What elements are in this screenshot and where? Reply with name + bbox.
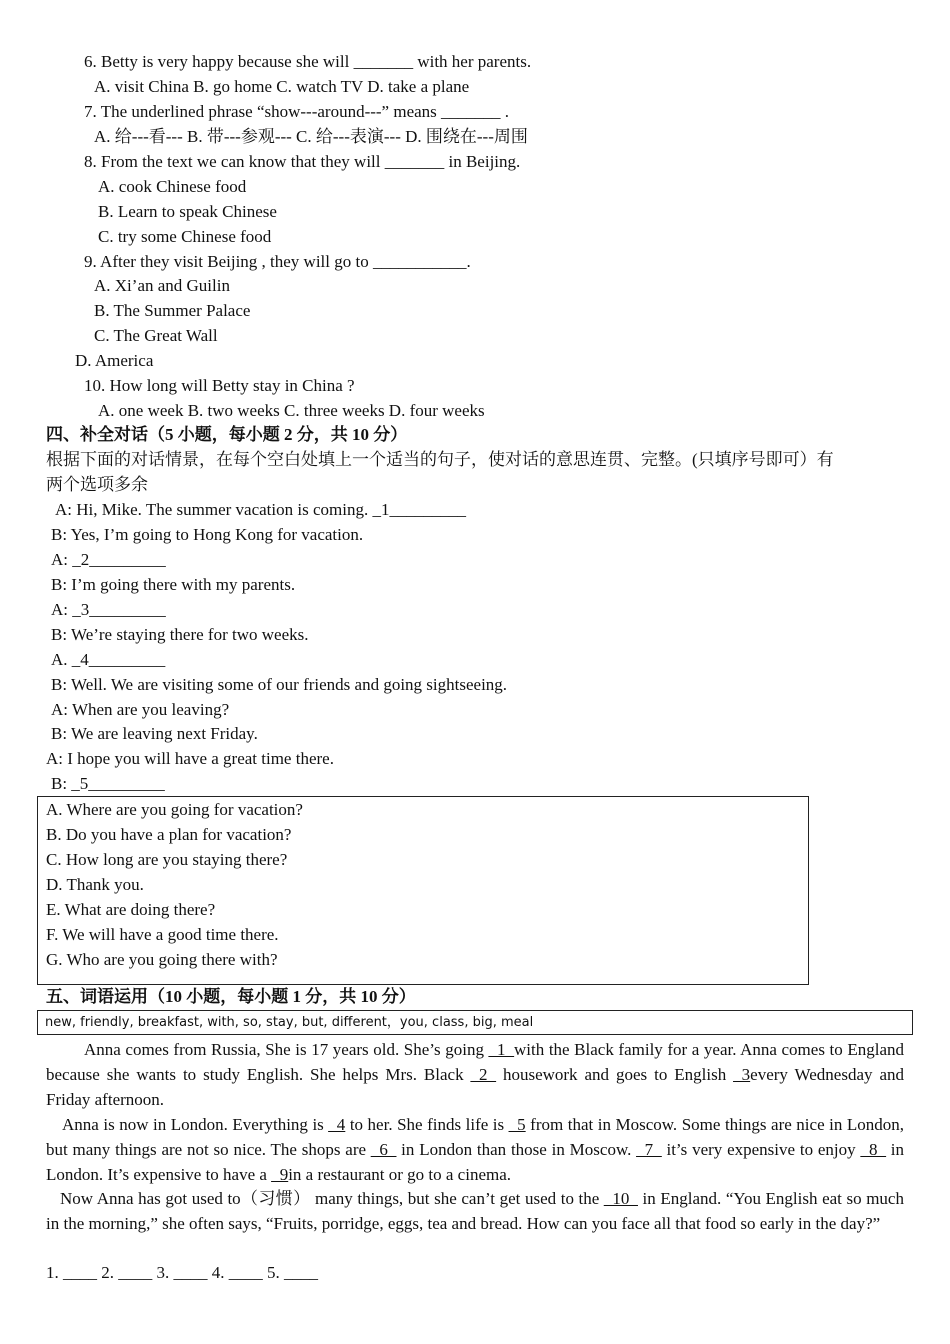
blank-2: _2_ xyxy=(470,1065,497,1084)
choice-item: E. What are doing there? xyxy=(46,900,216,919)
blank-4: _4 xyxy=(328,1115,346,1134)
passage-paragraph-2: Anna is now in London. Everything is _4 to her. She finds life is _5 from that in Moscow. Some things are nice in London, but many things are not so nice. The shops are _6_ in London than those in Moscow. _7_ it’s very expensive to enjoy _8_ in London. It’s expensive to have a _9in a restaurant or go to a cinema. xyxy=(46,1115,905,1184)
question-8: 8. From the text we can know that they will _______ in Beijing. xyxy=(84,152,521,171)
question-9-option-a: A. Xi’an and Guilin xyxy=(94,276,230,295)
choices-box xyxy=(37,796,809,985)
blank-3: _3 xyxy=(733,1065,751,1084)
dialogue-line: A: Hi, Mike. The summer vacation is coming. _1_________ xyxy=(55,500,466,519)
dialogue-line: A: I hope you will have a great time there. xyxy=(46,749,334,768)
blank-1: _1_ xyxy=(488,1040,515,1059)
question-8-option-c: C. try some Chinese food xyxy=(98,227,272,246)
question-10: 10. How long will Betty stay in China ? xyxy=(84,376,355,395)
dialogue-line: A. _4_________ xyxy=(51,650,166,669)
dialogue-line: B: I’m going there with my parents. xyxy=(51,575,296,594)
choice-item: B. Do you have a plan for vacation? xyxy=(46,825,292,844)
section4-instruction-2: 两个选项多余 xyxy=(46,475,148,494)
dialogue-line: A: When are you leaving? xyxy=(51,700,230,719)
passage-paragraph-3: Now Anna has got used to（习惯） many things, but she can’t get used to the _10_ in England. “You English eat so much in the morning,” she often says, “Fruits, porridge, eggs, tea and bread. How can you face all that food so early in the day?” xyxy=(46,1189,904,1233)
question-7-options: A. 给---看--- B. 带---参观--- C. 给---表演--- D. 围绕在---周围 xyxy=(94,127,528,146)
section5-title: 五、词语运用（10 小题，每小题 1 分，共 10 分） xyxy=(46,987,416,1006)
blank-9: _9 xyxy=(271,1165,289,1184)
question-9-option-c: C. The Great Wall xyxy=(94,326,218,345)
question-9-option-b: B. The Summer Palace xyxy=(94,301,251,320)
question-9: 9. After they visit Beijing , they will go to ___________. xyxy=(84,252,471,271)
dialogue-line: B: We are leaving next Friday. xyxy=(51,724,258,743)
question-9-option-d: D. America xyxy=(75,351,154,370)
dialogue-line: B: Yes, I’m going to Hong Kong for vacation. xyxy=(51,525,364,544)
choice-item: G. Who are you going there with? xyxy=(46,950,278,969)
dialogue-line: A: _2_________ xyxy=(51,550,166,569)
blank-5: _5 xyxy=(508,1115,526,1134)
section4-title: 四、补全对话（5 小题，每小题 2 分，共 10 分） xyxy=(46,425,408,444)
question-8-option-b: B. Learn to speak Chinese xyxy=(98,202,277,221)
question-10-options: A. one week B. two weeks C. three weeks D. four weeks xyxy=(98,401,485,420)
choice-item: F. We will have a good time there. xyxy=(46,925,279,944)
answer-line: 1. ____ 2. ____ 3. ____ 4. ____ 5. ____ xyxy=(46,1263,318,1282)
question-6-options: A. visit China B. go home C. watch TV D. take a plane xyxy=(94,77,470,96)
choice-item: A. Where are you going for vacation? xyxy=(46,800,303,819)
dialogue-line: B: Well. We are visiting some of our friends and going sightseeing. xyxy=(51,675,508,694)
passage-paragraph-1: Anna comes from Russia, She is 17 years old. She’s going _1_with the Black family for a year. Anna comes to England because she wants to study English. She helps Mrs. Black _2_ housework and goes to English _3every Wednesday and Friday afternoon. xyxy=(46,1040,904,1109)
blank-7: _7_ xyxy=(636,1140,662,1159)
dialogue-line: A: _3_________ xyxy=(51,600,166,619)
word-bank: new, friendly, breakfast, with, so, stay, but, different，you, class, big, meal xyxy=(37,1010,913,1035)
blank-8: _8_ xyxy=(860,1140,886,1159)
question-6: 6. Betty is very happy because she will _______ with her parents. xyxy=(84,52,532,71)
choice-item: C. How long are you staying there? xyxy=(46,850,288,869)
blank-10: _10_ xyxy=(603,1189,638,1208)
choice-item: D. Thank you. xyxy=(46,875,144,894)
question-8-option-a: A. cook Chinese food xyxy=(98,177,247,196)
dialogue-line: B: _5_________ xyxy=(51,774,165,793)
blank-6: _6_ xyxy=(370,1140,397,1159)
question-7: 7. The underlined phrase “show---around---” means _______ . xyxy=(84,102,510,121)
section4-instruction-1: 根据下面的对话情景，在每个空白处填上一个适当的句子，使对话的意思连贯、完整。(只填序号即可）有 xyxy=(46,450,834,469)
dialogue-line: B: We’re staying there for two weeks. xyxy=(51,625,309,644)
